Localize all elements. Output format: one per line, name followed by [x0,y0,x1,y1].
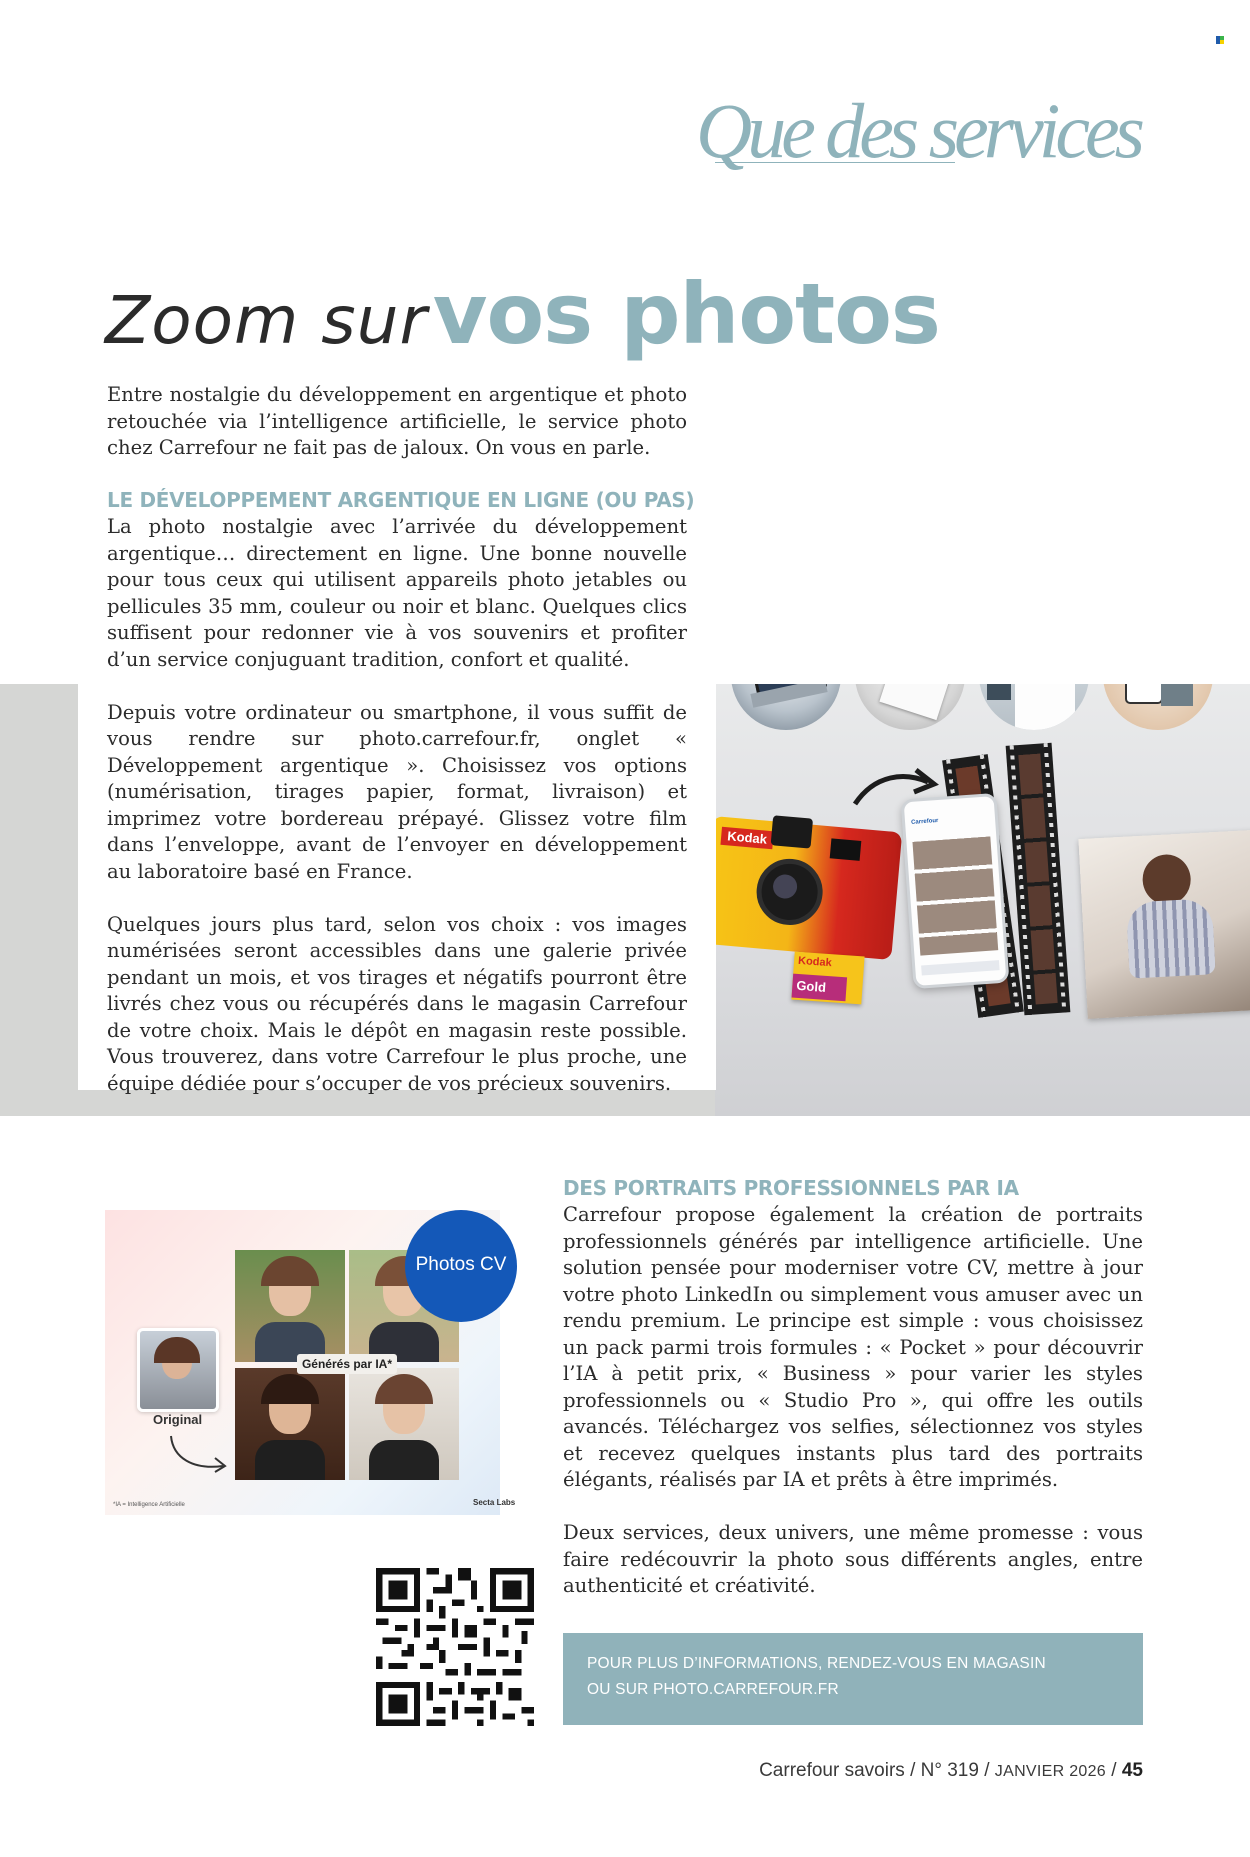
qr-code [376,1568,534,1726]
page-footer [759,1760,1143,1782]
portrait-4 [349,1368,459,1480]
info-line-2: OU SUR PHOTO.CARREFOUR.FR [587,1681,839,1698]
section1-paragraph-1: La photo nostalgie avec l’arrivée du développement argentique… directement en ligne. Une bonne nouvelle pour tous ceux qui utilisent appareils photo jetables ou pellicules 35 mm, couleur ou noir et blanc. Quelques clics suffisent pour redonner vie à vos souvenirs et profiter d’un service conjuguant tradition, confort et qualité. [107,515,687,671]
film-name: Gold [792,974,848,1002]
disposable-camera [715,816,902,960]
photos-cv-label: Photos CV [415,1254,507,1275]
info-box [563,1633,1143,1725]
laptop-photo-circle [731,684,841,730]
headline-light: Zoom sur [105,282,428,359]
intro-text: Entre nostalgie du développement en argentique et photo retouchée via l’intelligence artificielle, le service photo chez Carrefour ne fait pas de jaloux. On vous en parle. [107,383,687,459]
intro-paragraph [107,382,687,462]
footer-separator-3: / [1111,1760,1122,1781]
section-title: Que des services [695,87,1140,174]
section2-paragraph-2: Deux services, deux univers, une même promesse : vous faire redécouvrir la photo sous différents angles, entre authenticité et créativité. [563,1521,1143,1597]
section1-body [107,514,687,1097]
info-line-1: POUR PLUS D’INFORMATIONS, RENDEZ-VOUS EN MAGASIN [587,1655,1046,1672]
section1-title: LE DÉVELOPPEMENT ARGENTIQUE EN LIGNE (OU PAS) [107,488,695,512]
lab-photo-circle [979,684,1089,730]
headline-bold: vos photos [432,265,940,363]
generated-label: Générés par IA* [297,1354,397,1374]
phone-app-brand: Carrefour [910,817,939,826]
original-photo [137,1328,219,1412]
section1-paragraph-3: Quelques jours plus tard, selon vos choix : vos images numérisées seront accessibles dans une galerie privée pendant un mois, et vos tirages et négatifs pourront être livrés chez vous ou récupérés dans le magasin Carrefour de votre choix. Mais le dépôt en magasin reste possible. Vous trouverez, dans votre Carrefour le plus proche, une équipe dédiée pour s’occuper de vos précieux souvenirs. [107,912,687,1095]
prints-photo-circle [1103,684,1213,730]
footer-separator: / [910,1760,921,1781]
photo-illustration [715,684,1250,1116]
original-label: Original [153,1412,203,1427]
carrefour-logo-mark [1216,36,1224,44]
film-brand: Kodak [797,954,833,970]
footer-date: JANVIER 2026 [994,1763,1107,1780]
portrait-credit: Secta Labs [473,1498,516,1507]
envelope-photo-circle [855,684,965,730]
portrait-3 [235,1368,345,1480]
baby-photo [1078,829,1250,1019]
curved-arrow-icon [165,1432,235,1476]
section2-paragraph-1: Carrefour propose également la création de portraits professionnels générés par intelligence artificielle. Une solution pensée pour moderniser votre CV, mettre à jour votre photo LinkedIn ou simplement vous amuser avec un rendu premium. Le principe est simple : vous choisissez un pack parmi trois formules : « Pocket » pour découvrir l’IA à petit prix, « Business » pour varier les styles professionnels ou « Studio Pro », qui offre les outils avancés. Téléchargez vos selfies, sélectionnez vos styles et recevez quelques instants plus tard des portraits élégants, réalisés par IA et prêts à être imprimés. [563,1203,1143,1491]
portrait-panel [105,1210,516,1515]
section1-paragraph-2: Depuis votre ordinateur ou smartphone, il vous suffit de vous rendre sur photo.carrefour.fr, onglet « Développement argentique ». Choisissez vos options (numérisation, tirages papier, format, livraison) et imprimez votre bordereau prépayé. Glissez votre film dans l’enveloppe, avant de l’envoyer en développement au laboratoire basé en France. [107,700,687,883]
page-number: 45 [1121,1760,1143,1781]
photos-cv-badge [405,1210,517,1322]
camera-brand: Kodak [720,827,773,849]
portrait-1 [235,1250,345,1362]
smartphone [900,793,1009,989]
section2-body [563,1202,1143,1600]
page-title [105,265,940,363]
footer-magazine: Carrefour savoirs [759,1760,905,1781]
footer-separator-2: / [984,1760,995,1781]
footer-issue: N° 319 [920,1760,979,1781]
film-box [791,952,864,1005]
qr-code-graphic [376,1568,534,1726]
section2-title: DES PORTRAITS PROFESSIONNELS PAR IA [563,1176,1019,1200]
portrait-footnote: *IA = Intelligence Artificielle [113,1502,185,1508]
